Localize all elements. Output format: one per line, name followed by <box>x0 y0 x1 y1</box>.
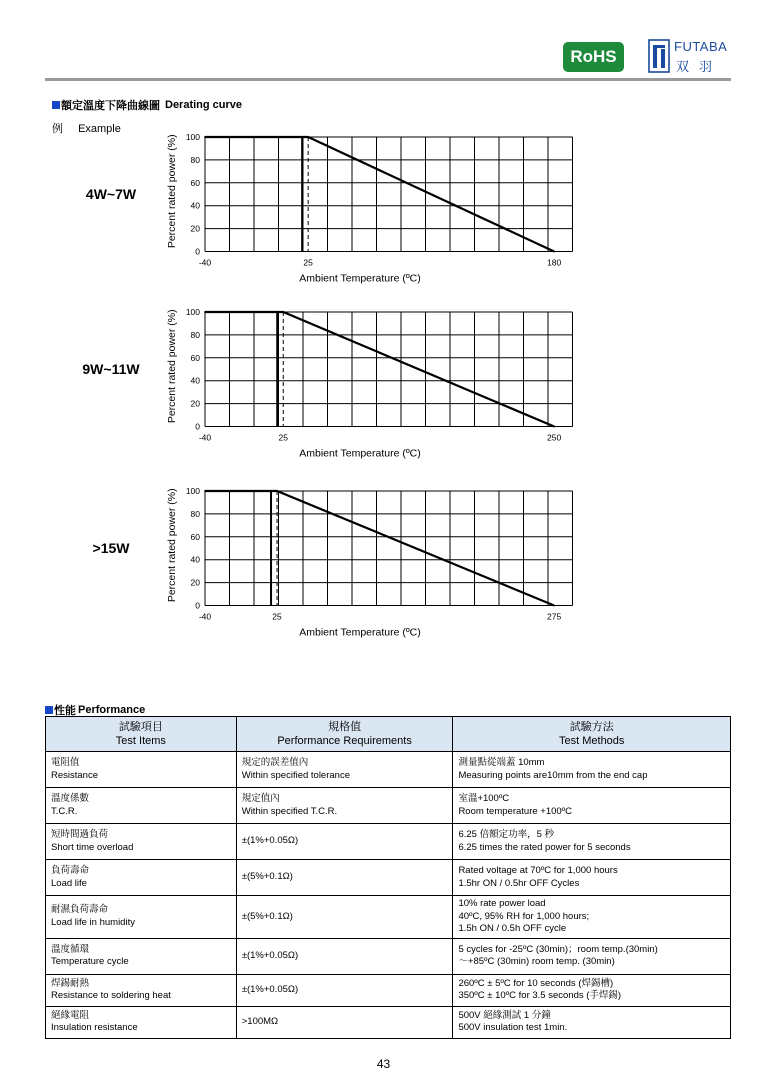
cell-line: >100MΩ <box>241 1015 279 1027</box>
cell-line: 絕緣電阻 <box>51 1009 90 1021</box>
cell-line: 室溫+100ºC <box>458 793 510 804</box>
y-tick-label: 0 <box>195 421 200 432</box>
performance-table-header <box>46 717 731 752</box>
x-axis-label: Ambient Temperature (ºC) <box>299 626 421 639</box>
test-item-cell <box>46 860 237 896</box>
requirement-cell <box>236 752 453 788</box>
cell-line: 焊錫耐熱 <box>51 977 90 989</box>
cell-line: 電阻值 <box>51 757 80 768</box>
cell-line: Within specified T.C.R. <box>241 805 338 817</box>
cell-line: Within specified tolerance <box>241 769 350 781</box>
y-axis-label: Percent rated power (%) <box>166 309 178 424</box>
derating-chart-3 <box>45 484 605 654</box>
cell-line: Insulation resistance <box>51 1022 138 1033</box>
test-method-cell <box>453 824 731 860</box>
cell-line: 1.5h ON / 0.5h OFF cycle <box>458 923 567 934</box>
brand-name: FUTABA <box>674 39 728 54</box>
header-en: Test Methods <box>559 735 625 747</box>
derating-chart-1-svg <box>45 130 605 300</box>
test-method-cell <box>453 860 731 896</box>
y-tick-label: 60 <box>190 177 200 188</box>
power-range-label: 9W~11W <box>82 361 140 377</box>
derating-curve-point <box>276 490 278 492</box>
y-axis-label: Percent rated power (%) <box>166 488 178 603</box>
header-test-methods <box>453 717 731 752</box>
cell-line: 10% rate power load <box>458 898 546 909</box>
requirement-cell <box>236 1006 453 1038</box>
cell-line: Resistance <box>51 769 98 781</box>
table-row <box>46 824 731 860</box>
table-row <box>46 896 731 939</box>
requirement-cell <box>236 938 453 974</box>
header-cn: 規格值 <box>328 721 362 733</box>
cell-line: 1.5hr ON / 0.5hr OFF Cycles <box>458 877 580 889</box>
bullet-square-icon <box>45 706 53 714</box>
page-number: 43 <box>376 1057 391 1071</box>
test-item-cell <box>46 896 237 939</box>
cell-line: T.C.R. <box>51 805 78 817</box>
derating-title-cn: 額定溫度下降曲線圖 <box>61 100 160 112</box>
cell-line: 350ºC ± 10ºC for 3.5 seconds (手焊錫) <box>458 990 622 1001</box>
y-axis-label: Percent rated power (%) <box>166 134 178 249</box>
cell-line: 規定的誤差值內 <box>241 757 309 768</box>
table-row <box>46 788 731 824</box>
x-tick-label: -40 <box>198 611 212 622</box>
derating-chart-2-svg <box>45 305 605 475</box>
cell-line: ±(1%+0.05Ω) <box>241 983 299 995</box>
test-method-cell <box>453 752 731 788</box>
derating-curve-point <box>307 136 309 138</box>
cell-line: Resistance to soldering heat <box>51 990 171 1001</box>
requirement-cell <box>236 974 453 1006</box>
table-row <box>46 860 731 896</box>
x-tick-label: 250 <box>547 432 562 443</box>
cell-line: 測量點從端蓋 10mm <box>458 757 545 768</box>
cell-line: Load life <box>51 877 87 889</box>
derating-curve-point <box>553 426 555 428</box>
cell-line: ±(1%+0.05Ω) <box>241 835 299 847</box>
derating-curve-point <box>553 605 555 607</box>
performance-title-cn: 性能 <box>54 705 76 717</box>
header-performance-requirements <box>236 717 453 752</box>
test-item-cell <box>46 938 237 974</box>
cell-line: Rated voltage at 70ºC for 1,000 hours <box>458 865 618 876</box>
derating-curve-point <box>204 311 206 313</box>
performance-table-body <box>46 752 731 1039</box>
x-tick-label: -40 <box>198 432 212 443</box>
header-en: Test Items <box>115 735 166 747</box>
x-axis-label: Ambient Temperature (ºC) <box>299 447 421 460</box>
cell-line: 溫度係數 <box>51 793 90 804</box>
cell-line: 規定值內 <box>241 793 280 804</box>
y-tick-label: 80 <box>190 154 200 165</box>
cell-line: 40ºC, 95% RH for 1,000 hours; <box>458 910 590 922</box>
cell-line: 耐濕負荷壽命 <box>51 904 109 916</box>
table-row <box>46 1006 731 1038</box>
cell-line: Measuring points are10mm from the end cap <box>458 769 648 781</box>
test-method-cell <box>453 974 731 1006</box>
y-tick-label: 80 <box>190 329 200 340</box>
futaba-logo-icon <box>648 39 670 73</box>
test-method-cell <box>453 1006 731 1038</box>
requirement-cell <box>236 824 453 860</box>
x-tick-label: 25 <box>278 432 288 443</box>
test-method-cell <box>453 938 731 974</box>
test-item-cell <box>46 1006 237 1038</box>
derating-title-en: Derating curve <box>165 99 243 111</box>
y-tick-label: 20 <box>190 398 200 409</box>
derating-curve-line <box>205 137 554 252</box>
test-method-cell <box>453 896 731 939</box>
test-item-cell <box>46 974 237 1006</box>
cell-line: ～+85ºC (30min) room temp. (30min) <box>458 956 615 967</box>
performance-title-en: Performance <box>78 704 146 716</box>
y-tick-label: 20 <box>190 577 200 588</box>
y-tick-label: 100 <box>185 132 200 142</box>
table-row <box>46 938 731 974</box>
header-divider <box>45 78 731 81</box>
header-cn: 試驗項目 <box>118 721 163 733</box>
cell-line: 260ºC ± 5ºC for 10 seconds (焊錫槽) <box>458 977 614 989</box>
power-range-label: >15W <box>92 540 130 556</box>
futaba-logo <box>645 38 745 74</box>
y-tick-label: 40 <box>190 200 200 211</box>
y-tick-label: 40 <box>190 375 200 386</box>
cell-line: ±(1%+0.05Ω) <box>241 949 299 961</box>
derating-title <box>52 97 242 113</box>
cell-line: Room temperature +100ºC <box>458 805 573 817</box>
x-tick-label: 180 <box>547 257 562 268</box>
requirement-cell <box>236 860 453 896</box>
cell-line: ±(5%+0.1Ω) <box>241 910 293 922</box>
requirement-cell <box>236 896 453 939</box>
brand-name-cn: 双羽 <box>676 59 723 74</box>
header-en: Performance Requirements <box>277 735 412 747</box>
derating-chart-1 <box>45 130 605 300</box>
x-tick-label: 25 <box>272 611 282 622</box>
test-item-cell <box>46 788 237 824</box>
test-item-cell <box>46 824 237 860</box>
cell-line: 500V insulation test 1min. <box>458 1022 568 1033</box>
y-tick-label: 60 <box>190 352 200 363</box>
y-tick-label: 60 <box>190 531 200 542</box>
cell-line: 溫度循環 <box>51 943 90 955</box>
rohs-badge: RoHS <box>563 42 624 72</box>
y-tick-label: 80 <box>190 508 200 519</box>
cell-line: Temperature cycle <box>51 956 129 967</box>
derating-curve-point <box>204 490 206 492</box>
table-row <box>46 974 731 1006</box>
x-tick-label: -40 <box>198 257 212 268</box>
cell-line: Short time overload <box>51 841 134 853</box>
y-tick-label: 100 <box>185 307 200 317</box>
cell-line: Load life in humidity <box>51 916 135 928</box>
x-tick-label: 25 <box>303 257 313 268</box>
derating-curve-line <box>205 312 554 427</box>
performance-table <box>45 716 731 1039</box>
requirement-cell <box>236 788 453 824</box>
cell-line: 6.25 倍額定功率，5 秒 <box>458 829 554 840</box>
y-tick-label: 0 <box>195 600 200 611</box>
test-item-cell <box>46 752 237 788</box>
derating-chart-2 <box>45 305 605 475</box>
derating-curve-point <box>282 311 284 313</box>
example-label-cn: 例 <box>52 123 63 135</box>
cell-line: 500V 絕緣測試 1 分鐘 <box>458 1009 551 1021</box>
y-tick-label: 40 <box>190 554 200 565</box>
cell-line: 負荷壽命 <box>51 865 90 876</box>
derating-chart-3-svg <box>45 484 605 654</box>
table-row <box>46 752 731 788</box>
y-tick-label: 100 <box>185 486 200 496</box>
x-axis-label: Ambient Temperature (ºC) <box>299 272 421 285</box>
derating-curve-point <box>553 251 555 253</box>
cell-line: ±(5%+0.1Ω) <box>241 871 293 883</box>
header-test-items <box>46 717 237 752</box>
cell-line: 5 cycles for -25ºC (30min)；room temp.(30min) <box>458 943 658 955</box>
derating-curve-line <box>205 491 554 606</box>
derating-curve-point <box>204 136 206 138</box>
power-range-label: 4W~7W <box>85 186 137 202</box>
bullet-square-icon <box>52 101 60 109</box>
cell-line: 短時間過負荷 <box>51 829 109 840</box>
example-label-en: Example <box>78 123 121 135</box>
y-tick-label: 20 <box>190 223 200 234</box>
cell-line: 6.25 times the rated power for 5 seconds <box>458 841 631 853</box>
test-method-cell <box>453 788 731 824</box>
header-cn: 試驗方法 <box>569 721 614 733</box>
y-tick-label: 0 <box>195 246 200 257</box>
x-tick-label: 275 <box>547 611 562 622</box>
